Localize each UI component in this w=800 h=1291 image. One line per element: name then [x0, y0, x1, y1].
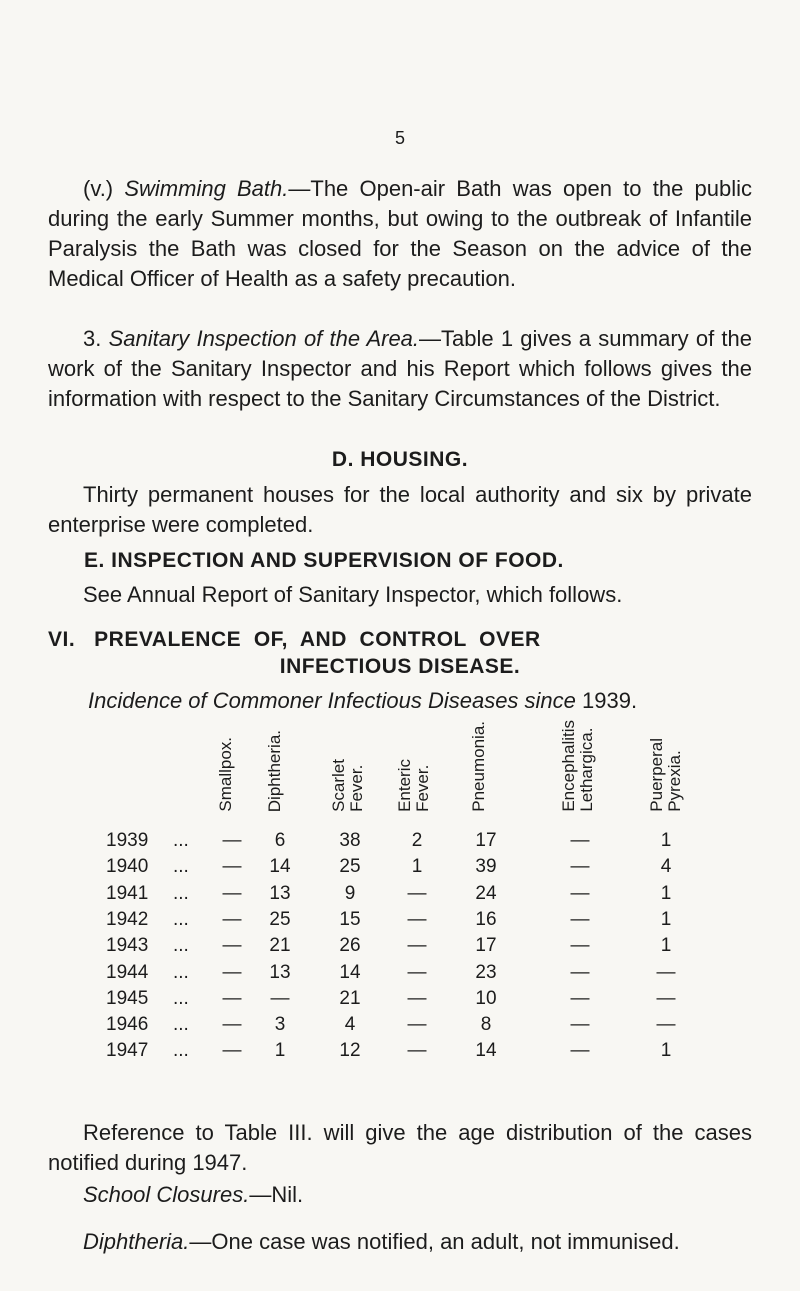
table-cell: 8	[480, 1014, 492, 1036]
table-cell: —	[407, 908, 427, 930]
table-cell: —	[222, 908, 242, 930]
year-cell: 1943	[106, 935, 149, 957]
table-cell: 13	[269, 961, 291, 983]
school-title: School Closures.	[83, 1182, 250, 1207]
table-cell: —	[222, 830, 242, 851]
table-cell: 14	[339, 961, 361, 983]
table-cell: —	[570, 882, 590, 904]
year-cell: 1940	[106, 856, 149, 878]
table-row	[0, 883, 800, 909]
housing-paragraph: Thirty permanent houses for the local authority and six by private enterprise were completed.	[48, 482, 752, 537]
table-row	[0, 988, 800, 1014]
table-cell: —	[222, 1040, 242, 1062]
table-cell: —	[570, 961, 590, 983]
leader-dots: ...	[173, 987, 189, 1009]
table-caption-italic: Incidence of Commoner Infectious Diseases since	[88, 688, 576, 713]
reference-paragraph: Reference to Table III. will give the age distribution of the cases notified during 1947.	[48, 1120, 752, 1175]
leader-dots: ...	[173, 961, 189, 983]
table-cell: 10	[475, 987, 497, 1009]
table-row	[0, 909, 800, 935]
table-cell: —	[222, 987, 242, 1009]
table-cell: —	[407, 882, 427, 904]
diphtheria-title: Diphtheria.	[83, 1229, 190, 1254]
year-cell: 1944	[106, 961, 149, 983]
sanitary-text: —Table 1 gives a summary of the work of the Sanitary Inspector and his Report which follows gives the information with respect to the Sanitary Circumstances of the District.	[48, 326, 752, 411]
year-cell: 1947	[106, 1040, 149, 1062]
school-closures-paragraph	[48, 1180, 752, 1210]
table-cell: 13	[269, 882, 291, 904]
table-cell: 1	[411, 856, 423, 878]
column-header-encephalitis-lethargica: Encephalitis Lethargica.	[559, 720, 596, 812]
year-cell: 1939	[106, 830, 149, 851]
table-cell: 23	[475, 961, 497, 983]
table-cell: —	[570, 856, 590, 878]
table-cell: 25	[339, 856, 361, 878]
table-caption	[88, 688, 768, 714]
table-cell: 12	[339, 1040, 361, 1062]
table-cell: —	[407, 961, 427, 983]
prevalence-heading: VI. PREVALENCE OF, AND CONTROL OVER	[48, 628, 541, 651]
table-cell: 1	[274, 1040, 286, 1062]
table-cell: 6	[274, 830, 286, 851]
table-cell: 14	[269, 856, 291, 878]
leader-dots: ...	[173, 1014, 189, 1036]
year-cell: 1946	[106, 1014, 149, 1036]
year-cell: 1945	[106, 987, 149, 1009]
swimming-text: —The Open-air Bath was open to the public during the early Summer months, but owing to the outbreak of Infantile Paralysis the Bath was closed for the Season on the advice of the Medical Officer of Health as a safety precaution.	[48, 176, 752, 291]
year-cell: 1941	[106, 882, 149, 904]
table-cell: —	[570, 830, 590, 851]
leader-dots: ...	[173, 882, 189, 904]
table-caption-year: 1939.	[582, 688, 638, 713]
leader-dots: ...	[173, 830, 189, 851]
table-cell: 16	[475, 908, 497, 930]
table-cell: 4	[344, 1014, 356, 1036]
table-cell: 17	[475, 935, 497, 957]
table-cell: —	[222, 1014, 242, 1036]
table-cell: 25	[269, 908, 291, 930]
table-cell: —	[270, 987, 290, 1009]
table-cell: —	[656, 961, 676, 983]
table-cell: 1	[660, 935, 672, 957]
table-row	[0, 1014, 800, 1040]
table-cell: 4	[660, 856, 672, 878]
table-cell: —	[407, 935, 427, 957]
table-cell: —	[407, 1014, 427, 1036]
leader-dots: ...	[173, 856, 189, 878]
table-cell: —	[570, 908, 590, 930]
table-cell: —	[222, 961, 242, 983]
diphtheria-paragraph	[48, 1227, 752, 1257]
column-header-pneumonia: Pneumonia.	[469, 721, 488, 812]
column-header-puerperal-pyrexia: Puerperal Pyrexia.	[647, 738, 684, 812]
table-cell: 1	[660, 908, 672, 930]
table-cell: —	[222, 935, 242, 957]
table-cell: 14	[475, 1040, 497, 1062]
table-cell: —	[656, 987, 676, 1009]
food-heading: E. INSPECTION AND SUPERVISION OF FOOD.	[84, 549, 564, 572]
table-cell: 1	[660, 1040, 672, 1062]
column-header-enteric-fever: Enteric Fever.	[395, 759, 432, 812]
swimming-label: (v.)	[83, 176, 114, 201]
column-header-diphtheria: Diphtheria.	[265, 729, 284, 812]
table-cell: 17	[475, 830, 497, 851]
table-cell: 1	[660, 882, 672, 904]
table-row	[0, 962, 800, 988]
housing-heading: D. HOUSING.	[331, 448, 469, 471]
sanitary-label: 3.	[83, 326, 102, 351]
page-number: 5	[394, 128, 405, 148]
sanitary-title: Sanitary Inspection of the Area.	[108, 326, 420, 351]
table-cell: —	[407, 987, 427, 1009]
leader-dots: ...	[173, 935, 189, 957]
prevalence-subheading: INFECTIOUS DISEASE.	[279, 655, 521, 678]
table-cell: —	[570, 987, 590, 1009]
swimming-bath-paragraph	[48, 174, 752, 294]
table-cell: 15	[339, 908, 361, 930]
table-cell: 24	[475, 882, 497, 904]
table-cell: —	[570, 1040, 590, 1062]
table-cell: 39	[475, 856, 497, 878]
school-text: —Nil.	[249, 1182, 304, 1207]
table-row	[0, 830, 800, 856]
table-cell: 21	[269, 935, 291, 957]
table-cell: 21	[339, 987, 361, 1009]
table-cell: —	[407, 1040, 427, 1062]
table-cell: —	[222, 856, 242, 878]
table-row	[0, 856, 800, 882]
leader-dots: ...	[173, 908, 189, 930]
table-cell: —	[222, 882, 242, 904]
column-header-smallpox: Smallpox.	[216, 737, 235, 812]
table-cell: 38	[339, 830, 361, 851]
swimming-title: Swimming Bath.	[124, 176, 289, 201]
column-header-scarlet-fever: Scarlet Fever.	[329, 759, 366, 812]
table-cell: 26	[339, 935, 361, 957]
table-cell: 9	[344, 882, 356, 904]
table-cell: 3	[274, 1014, 286, 1036]
leader-dots: ...	[173, 1040, 189, 1062]
table-cell: 1	[660, 830, 672, 851]
sanitary-inspection-paragraph	[48, 324, 752, 414]
table-cell: —	[570, 1014, 590, 1036]
table-cell: —	[570, 935, 590, 957]
diphtheria-text: —One case was notified, an adult, not immunised.	[189, 1229, 680, 1254]
table-row	[0, 1040, 800, 1066]
year-cell: 1942	[106, 908, 149, 930]
food-paragraph: See Annual Report of Sanitary Inspector, which follows.	[83, 582, 623, 607]
table-cell: —	[656, 1014, 676, 1036]
table-row	[0, 935, 800, 961]
table-cell: 2	[411, 830, 423, 851]
